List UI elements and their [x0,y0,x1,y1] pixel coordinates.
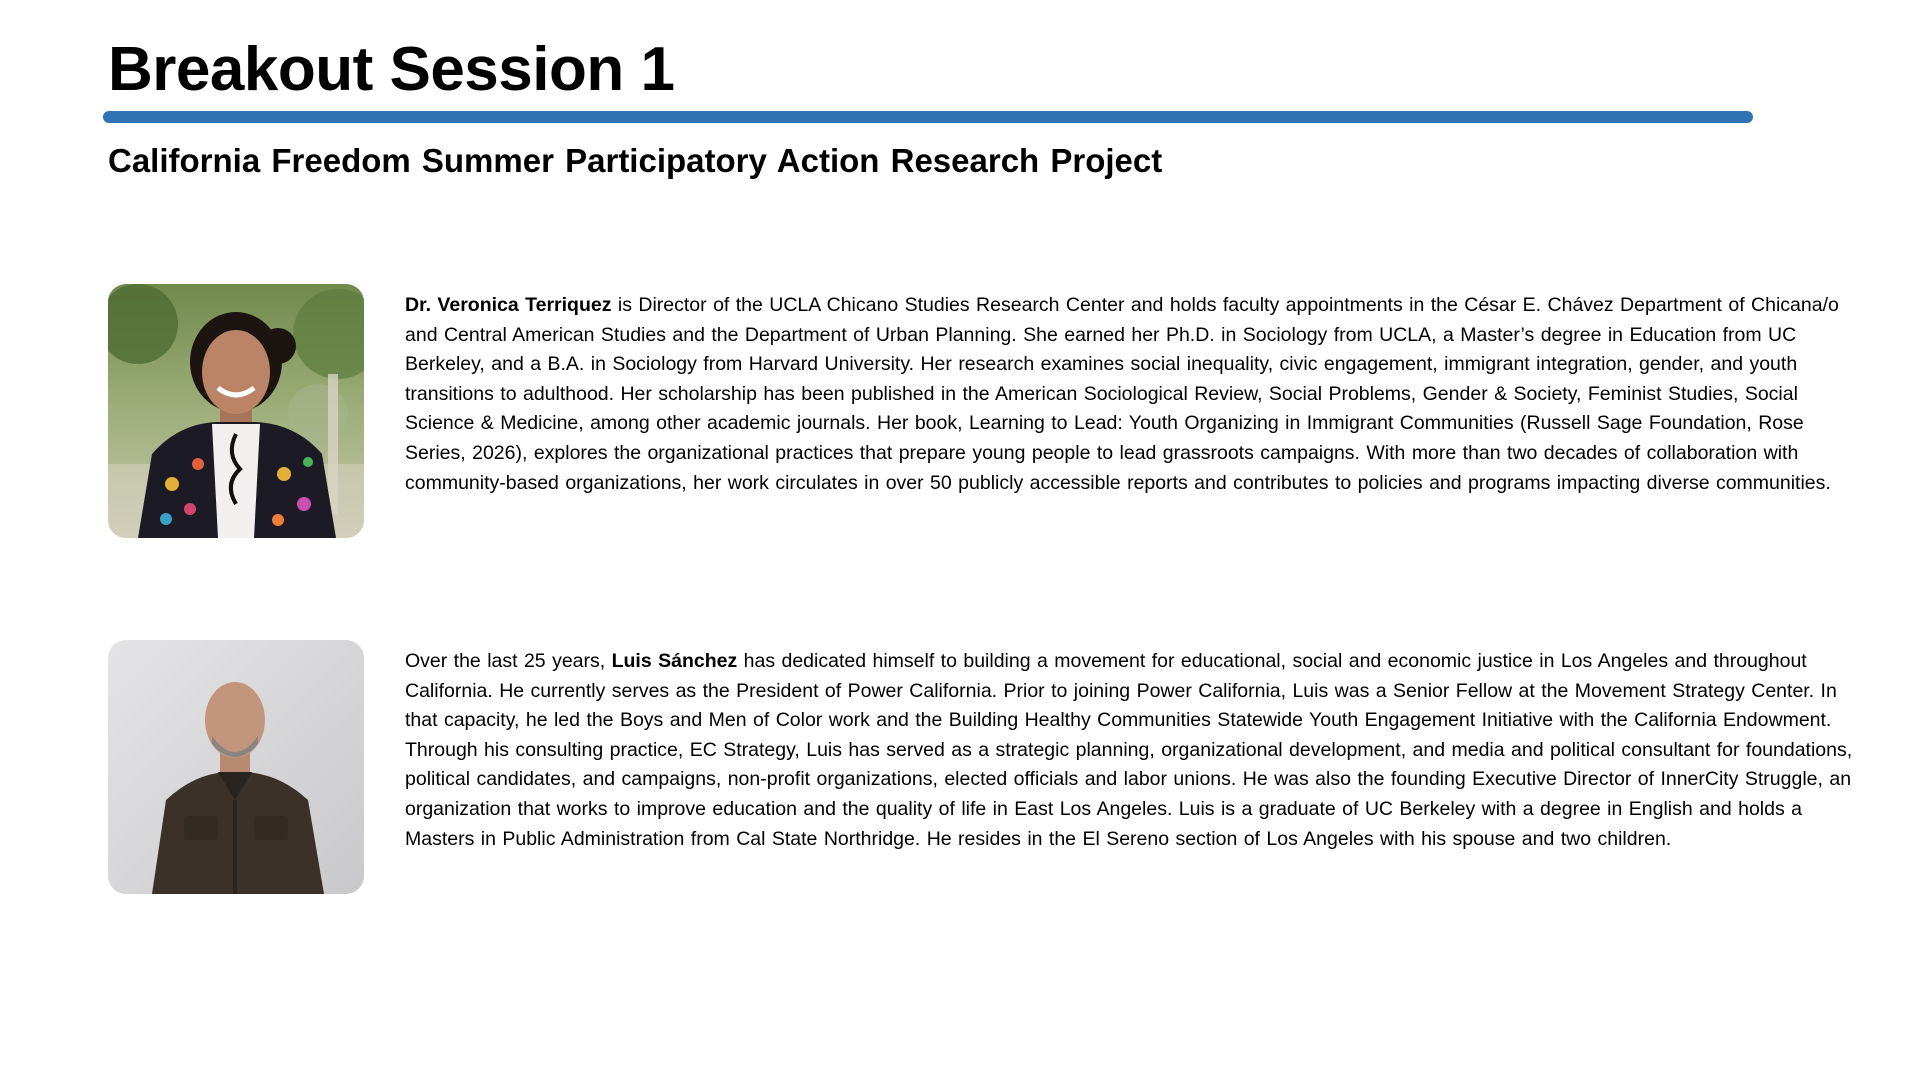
speaker-bio [405,647,1865,854]
slide-subtitle: California Freedom Summer Participatory Action Research Project [108,142,1163,179]
bio-text: has dedicated himself to building a movement for educational, social and economic justice in Los Angeles and throughout California. He currently serves as the President of Power California. Prior to joining Power California, Luis was a Senior Fellow at the Movement Strategy Center. In that capacity, he led the Boys and Men of Color work and the Building Healthy Communities Statewide Youth Engagement Initiative with the California Endowment. Through his consulting practice, EC Strategy, Luis has served as a strategic planning, organizational development, and media and political consultant for foundations, political candidates, and campaigns, non-profit organizations, elected officials and labor unions. He was also the founding Executive Director of InnerCity Struggle, an organization that works to improve education and the quality of life in East Los Angeles. Luis is a graduate of UC Berkeley with a degree in English and holds a Masters in Public Administration from Cal State Northridge. He resides in the El Sereno section of Los Angeles with his spouse and two children. [405,650,1853,850]
speaker-name: Luis Sánchez [611,650,738,672]
title-divider [103,111,1753,123]
speaker-photo [108,284,364,538]
speaker-photo [108,640,364,894]
bio-text: is Director of the UCLA Chicano Studies Research Center and holds faculty appointments in the César E. Chávez Department of Chicana/o and Central American Studies and the Department of Urban Planning. She earned her Ph.D. in Sociology from UCLA, a Master’s degree in Education from UC Berkeley, and a B.A. in Sociology from Harvard University. Her research examines social inequality, civic engagement, immigrant integration, gender, and youth transitions to adulthood. Her scholarship has been published in the American Sociological Review, Social Problems, Gender & Society, Feminist Studies, Social Science & Medicine, among other academic journals. Her book, Learning to Lead: Youth Organizing in Immigrant Communities (Russell Sage Foundation, Rose Series, 2026), explores the organizational practices that prepare young people to lead grassroots campaigns. With more than two decades of collaboration with community-based organizations, her work circulates in over 50 publicly accessible reports and contributes to policies and programs impacting diverse communities. [405,294,1839,494]
bio-intro: Over the last 25 years, [405,650,612,672]
speaker-bio [405,291,1865,498]
slide-title: Breakout Session 1 [108,35,675,104]
speaker-name: Dr. Veronica Terriquez [405,294,612,316]
